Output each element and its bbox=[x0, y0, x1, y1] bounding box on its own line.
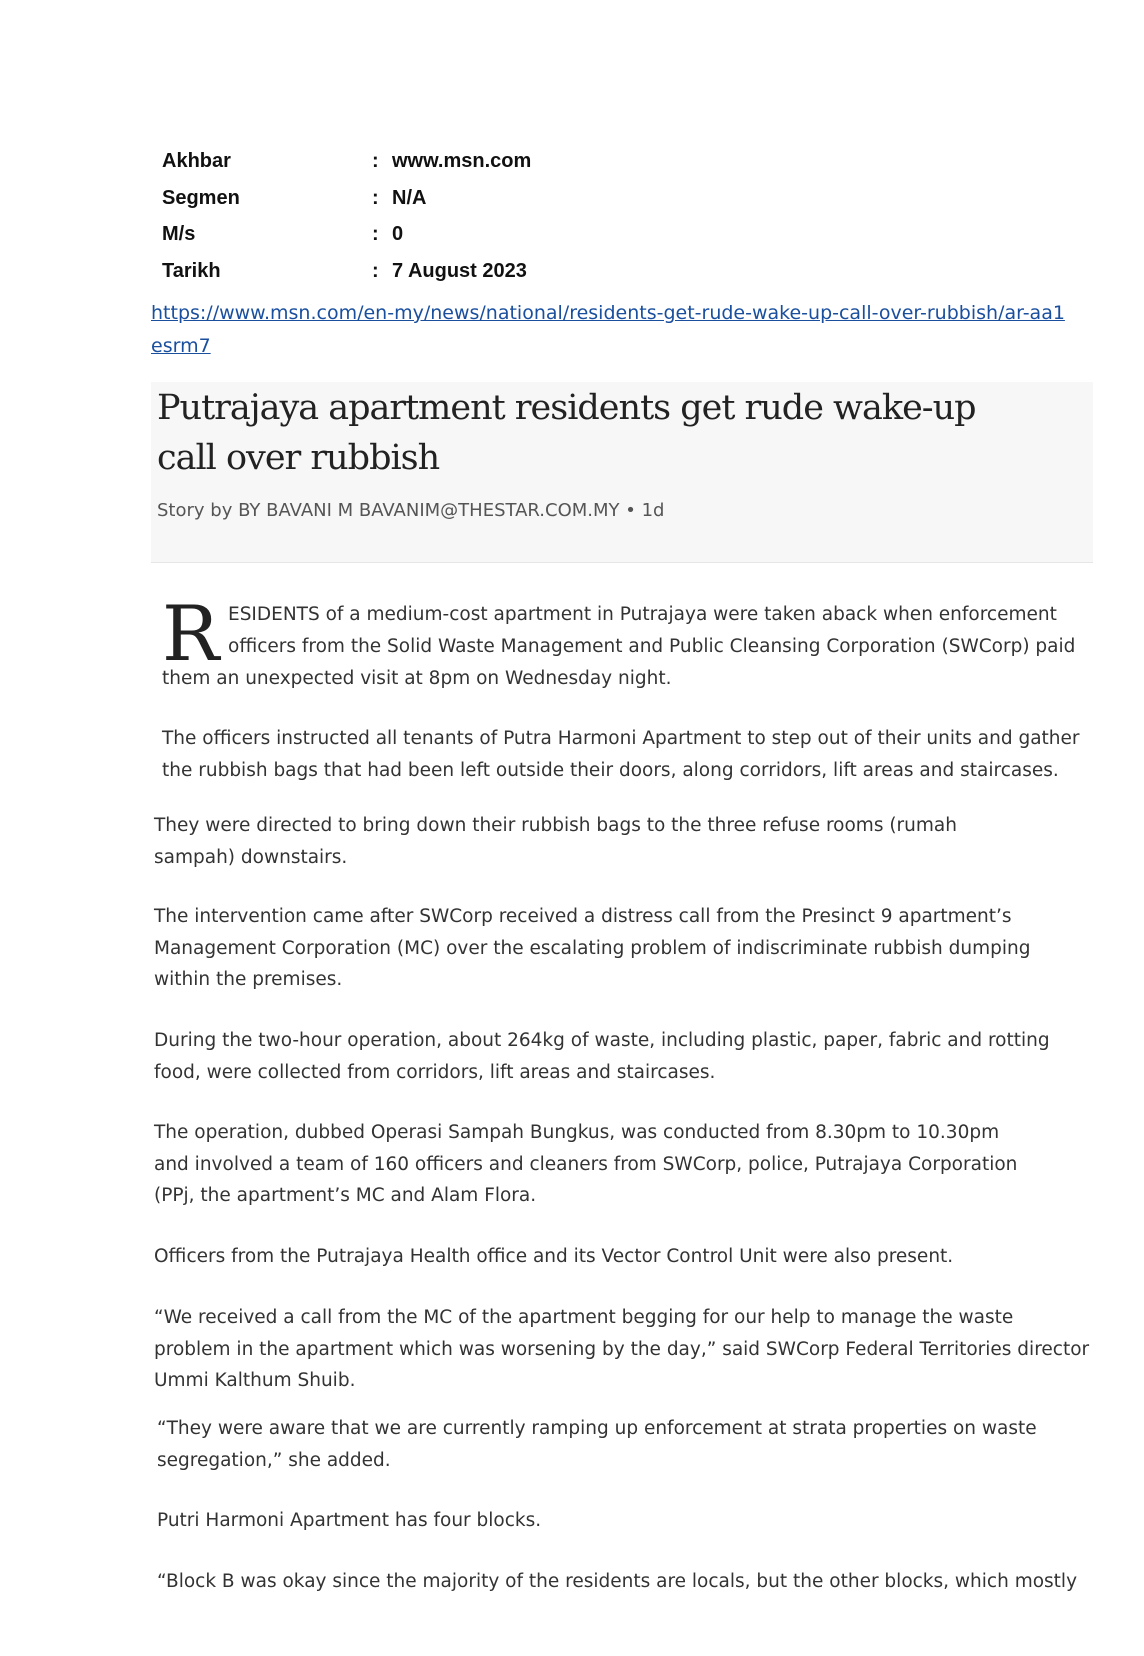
paragraph: The operation, dubbed Operasi Sampah Bungkus, was conducted from 8.30pm to 10.30pm and involved a team of 160 officers and cleaners from SWCorp, police, Putrajaya Corporation (PPj, the apartment’s MC and Alam Flora. bbox=[154, 1122, 1018, 1206]
meta-value: www.msn.com bbox=[392, 150, 532, 172]
meta-colon: : bbox=[372, 259, 379, 282]
paragraph: During the two-hour operation, about 264kg of waste, including plastic, paper, fabric and rotting food, were collected from corridors, lift areas and staircases. bbox=[154, 1030, 1050, 1083]
meta-colon: : bbox=[372, 186, 379, 209]
paragraph: They were directed to bring down their rubbish bags to the three refuse rooms (rumah sampah) downstairs. bbox=[154, 815, 957, 868]
paragraph: “Block B was okay since the majority of the residents are locals, but the other blocks, which mostly bbox=[157, 1571, 1078, 1592]
meta-label: Segmen bbox=[162, 186, 240, 209]
article-byline: Story by BY BAVANI M BAVANIM@THESTAR.COM.MY • 1d bbox=[157, 500, 665, 521]
meta-colon: : bbox=[372, 223, 379, 245]
paragraph: “We received a call from the MC of the apartment begging for our help to manage the waste problem in the apartment which was worsening by the day,” said SWCorp Federal Territories director Ummi Kalthum Shuib. bbox=[154, 1307, 1090, 1391]
meta-value: 7 August 2023 bbox=[392, 259, 527, 282]
paragraph: “They were aware that we are currently ramping up enforcement at strata properties on waste segregation,” she added. bbox=[157, 1418, 1037, 1471]
meta-value: N/A bbox=[392, 186, 427, 209]
source-url-link[interactable]: https://www.msn.com/en-my/news/national/residents-get-rude-wake-up-call-over-rubbish/ar-aa1esrm7 bbox=[151, 302, 1065, 357]
meta-label: Tarikh bbox=[162, 259, 221, 282]
paragraph: The officers instructed all tenants of Putra Harmoni Apartment to step out of their units and gather the rubbish bags that had been left outside their doors, along corridors, lift areas and staircases. bbox=[162, 728, 1080, 781]
meta-value: 0 bbox=[392, 223, 404, 245]
drop-cap: R bbox=[162, 589, 220, 678]
meta-label: M/s bbox=[162, 223, 196, 245]
paragraph-1-line-1: ESIDENTS of a medium-cost apartment in Putrajaya were taken aback when enforcement bbox=[228, 604, 1057, 625]
paragraph: Officers from the Putrajaya Health office and its Vector Control Unit were also present. bbox=[154, 1246, 954, 1267]
meta-colon: : bbox=[372, 150, 379, 172]
paragraph-1-line-3: them an unexpected visit at 8pm on Wednesday night. bbox=[162, 668, 672, 689]
article-headline: Putrajaya apartment residents get rude wake-up call over rubbish bbox=[157, 388, 976, 478]
paragraph: Putri Harmoni Apartment has four blocks. bbox=[157, 1510, 542, 1531]
paragraph: The intervention came after SWCorp received a distress call from the Presinct 9 apartment’s Management Corporation (MC) over the escalating problem of indiscriminate rubbish dumping within the premises. bbox=[154, 906, 1031, 990]
meta-label: Akhbar bbox=[162, 150, 231, 172]
paragraph-1-line-2: officers from the Solid Waste Management and Public Cleansing Corporation (SWCorp) paid bbox=[228, 636, 1076, 657]
